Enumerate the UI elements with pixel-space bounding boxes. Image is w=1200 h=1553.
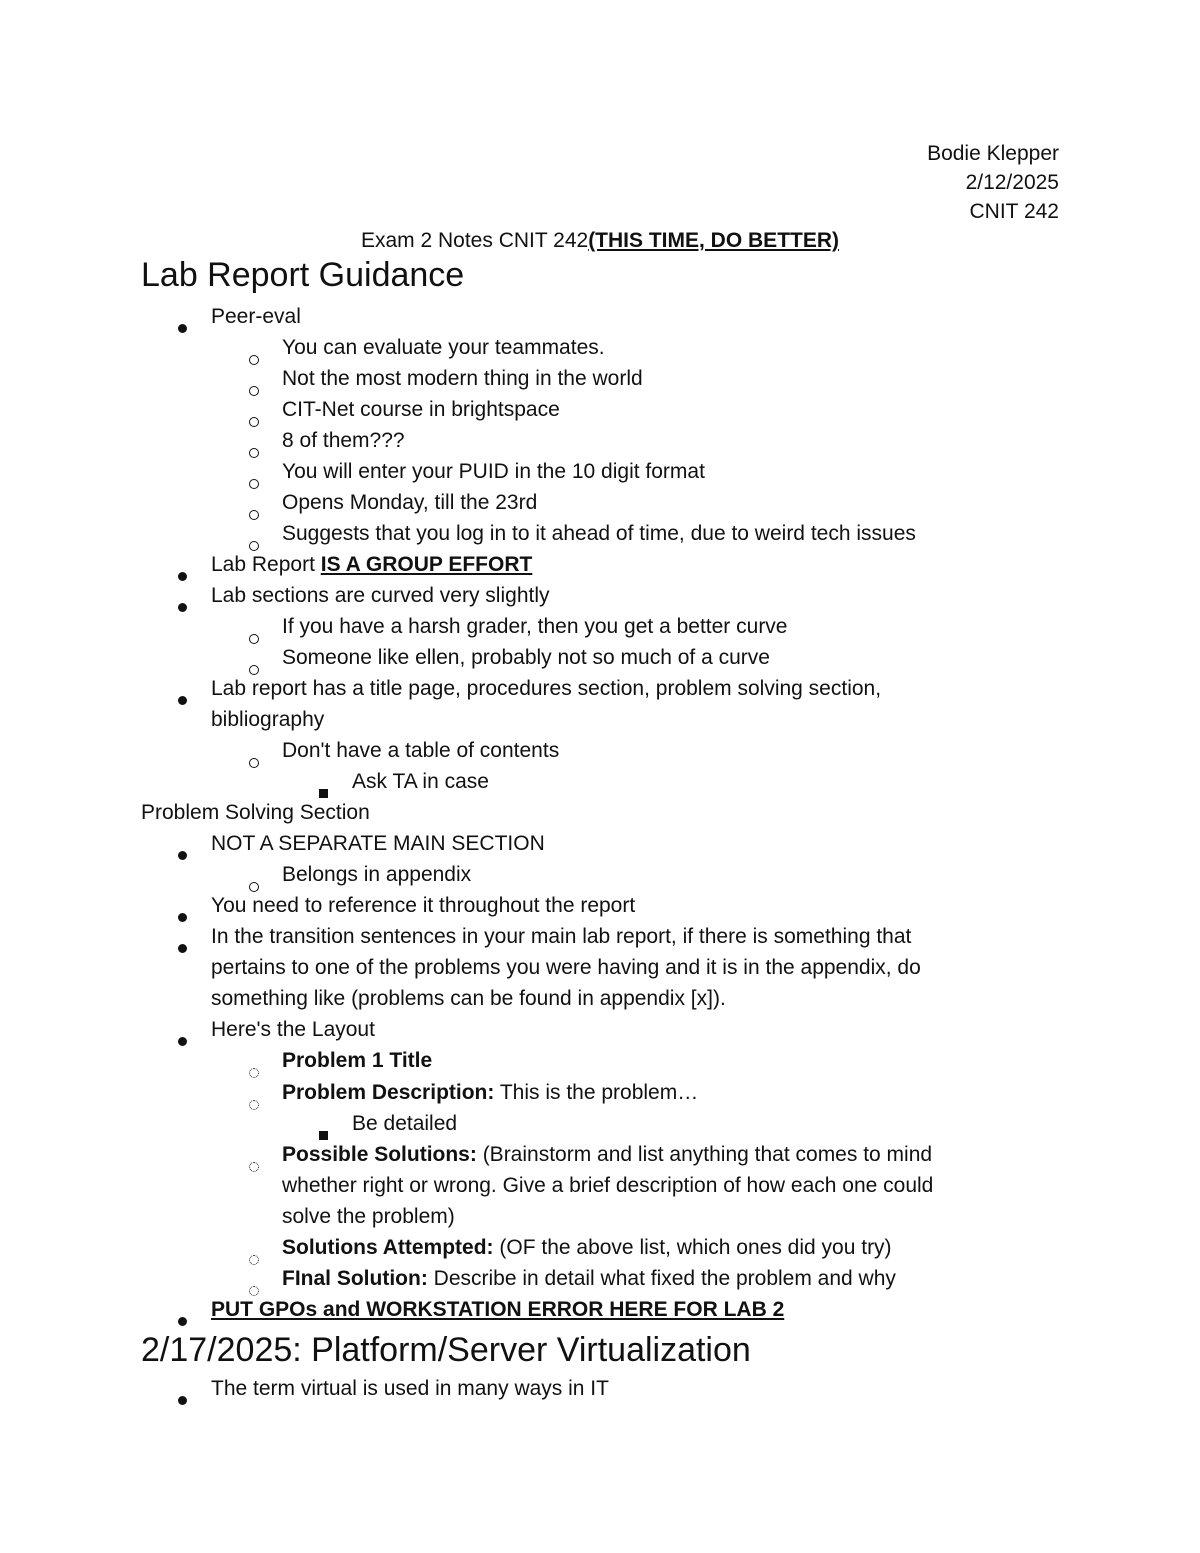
list-item: Problem 1 Title [282, 1049, 433, 1072]
list-item: 8 of them??? [282, 429, 405, 452]
bullet-icon [178, 838, 187, 869]
lab-report-prefix: Lab Report [211, 553, 321, 576]
list-item: In the transition sentences in your main lab report, if there is something that [211, 925, 912, 948]
list-item: If you have a harsh grader, then you get a better curve [282, 615, 788, 638]
heading-virtualization: 2/17/2025: Platform/Server Virtualization [141, 1331, 751, 1369]
list-item: Lab sections are curved very slightly [211, 584, 550, 607]
bullet-icon [178, 311, 187, 342]
list-item: Lab report has a title page, procedures section, problem solving section, [211, 677, 882, 700]
list-item: Suggests that you log in to it ahead of time, due to weird tech issues [282, 522, 916, 545]
dotted-circle-bullet-icon [249, 1056, 259, 1087]
list-item: Someone like ellen, probably not so much of a curve [282, 646, 770, 669]
list-item: The term virtual is used in many ways in IT [211, 1377, 609, 1400]
problem-description-text: This is the problem… [494, 1081, 699, 1104]
circle-bullet-icon [249, 498, 259, 529]
list-item: Belongs in appendix [282, 863, 472, 886]
possible-solutions-label: Possible Solutions: [282, 1143, 477, 1166]
circle-bullet-icon [249, 374, 259, 405]
list-item [282, 1139, 932, 1170]
list-item-continuation: solve the problem) [282, 1205, 455, 1228]
bullet-icon [178, 683, 187, 714]
circle-bullet-icon [249, 436, 259, 467]
title-text: Exam 2 Notes CNIT 242 [360, 229, 589, 252]
list-item: Not the most modern thing in the world [282, 367, 643, 390]
list-item-continuation: whether right or wrong. Give a brief description of how each one could [282, 1174, 934, 1197]
final-solution-text: Describe in detail what fixed the problem and why [427, 1267, 896, 1290]
list-item: Peer-eval [211, 305, 301, 328]
list-item: PUT GPOs and WORKSTATION ERROR HERE FOR LAB 2 [211, 1298, 785, 1321]
list-item: You need to reference it throughout the report [211, 894, 636, 917]
circle-bullet-icon [249, 746, 259, 777]
list-item: Ask TA in case [352, 770, 489, 793]
list-item: You will enter your PUID in the 10 digit format [282, 460, 705, 483]
heading-problem-solving: Problem Solving Section [141, 801, 370, 824]
list-item: Don't have a table of contents [282, 739, 560, 762]
solutions-attempted-text: (OF the above list, which ones did you try) [493, 1236, 892, 1259]
circle-bullet-icon [249, 622, 259, 653]
list-item: Here's the Layout [211, 1018, 375, 1041]
bullet-icon [178, 559, 187, 590]
dotted-circle-bullet-icon [249, 1243, 259, 1274]
bullet-icon [178, 1383, 187, 1414]
final-solution-label: FInal Solution: [282, 1267, 428, 1290]
header-date: 2/12/2025 [965, 171, 1059, 194]
list-item: CIT-Net course in brightspace [282, 398, 560, 421]
heading-lab-report-guidance: Lab Report Guidance [141, 256, 465, 294]
problem-description-label: Problem Description: [282, 1081, 495, 1104]
title-emphasis: (THIS TIME, DO BETTER) [588, 229, 840, 252]
list-item [211, 549, 532, 580]
bullet-icon [178, 900, 187, 931]
header-course: CNIT 242 [969, 200, 1059, 223]
circle-bullet-icon [249, 467, 259, 498]
circle-bullet-icon [249, 343, 259, 374]
bullet-icon [178, 931, 187, 962]
list-item [282, 1263, 896, 1294]
lab-report-emphasis: IS A GROUP EFFORT [320, 553, 533, 576]
possible-solutions-text: (Brainstorm and list anything that comes to mind [476, 1143, 933, 1166]
list-item [282, 1232, 892, 1263]
list-item: NOT A SEPARATE MAIN SECTION [211, 832, 545, 855]
author-name: Bodie Klepper [927, 142, 1059, 165]
list-item [282, 1077, 698, 1108]
list-item-continuation: bibliography [211, 708, 325, 731]
dotted-circle-bullet-icon [249, 1088, 259, 1119]
list-item-continuation: pertains to one of the problems you were having and it is in the appendix, do [211, 956, 921, 979]
list-item: Be detailed [352, 1112, 458, 1135]
bullet-icon [178, 1024, 187, 1055]
circle-bullet-icon [249, 405, 259, 436]
list-item-continuation: something like (problems can be found in appendix [x]). [211, 987, 726, 1010]
document-title [0, 226, 1200, 255]
solutions-attempted-label: Solutions Attempted: [282, 1236, 494, 1259]
list-item: Opens Monday, till the 23rd [282, 491, 538, 514]
bullet-icon [178, 590, 187, 621]
list-item: You can evaluate your teammates. [282, 336, 605, 359]
dotted-circle-bullet-icon [249, 1150, 259, 1181]
